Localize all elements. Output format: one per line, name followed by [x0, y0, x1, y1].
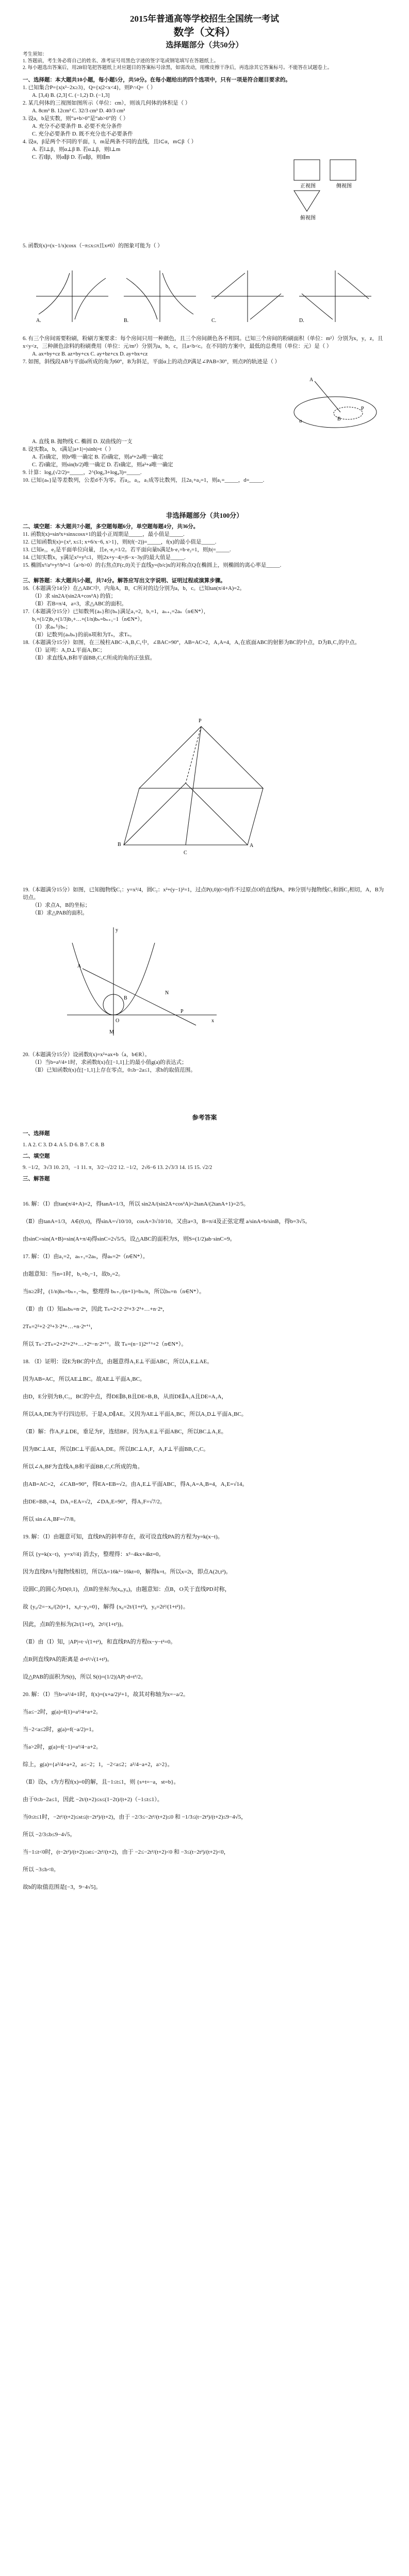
solution-20: 当a≤−2时，g(a)=f(1)=a²/4+a+2。: [23, 1709, 102, 1715]
solution-18: 所以∠A₁BF为直线A₁B和平面BB₁C₁C所成的角。: [23, 1464, 143, 1470]
question-17-cond: b₁+(1/2)b₂+(1/3)b₃+…+(1/n)bₙ=bₙ₊₁−1（n∈N*）。: [32, 617, 146, 622]
solution-17: 由题意知：当n=1时，b₁=b₂−1，故b₂=2。: [23, 1271, 124, 1277]
svg-text:A: A: [309, 377, 314, 383]
top-view-shape: [294, 191, 320, 211]
solution-18: 因为BC⊥AE，所以BC⊥平面AA₁DE。所以BC⊥A₁F，A₁F⊥平面BB₁C₁C。: [23, 1446, 209, 1452]
svg-text:C: C: [184, 850, 187, 856]
section-heading: 二、填空题：本大题共7小题，多空题每题6分，单空题每题4分，共36分。: [23, 524, 199, 530]
solution-20: 20. 解：（Ⅰ）当b=a²/4+1时，f(x)=(x+a/2)²+1，故其对称轴为x=−a/2。: [23, 1691, 189, 1698]
section-solve-cont: [23, 886, 386, 917]
solution-16: 由sinC=sin(A+B)=sin(A+π/4)得sinC=2√5/5。设△ABC的面积为S，则S=(1/2)ab·sinC=9。: [23, 1236, 236, 1242]
solution-19: 故 {y₀/2=−x₀/(2t)+1，x₀t−y₀=0}，解得 {x₀=2t/(1+t²)，y₀=2t²/(1+t²)}。: [23, 1604, 189, 1610]
svg-text:A: A: [250, 843, 254, 849]
graph-option-d: [299, 270, 371, 324]
solution-17: （Ⅱ）由（Ⅰ）知aₙbₙ=n·2ⁿ，因此 Tₙ=2+2·2²+3·2³+…+n·2ⁿ，: [23, 1306, 168, 1312]
graph-option-b: [124, 270, 196, 324]
solution-20: 故b的取值范围是[−3，9−4√5]。: [23, 1884, 102, 1890]
question-12: 12. 已知函数f(x)={x², x≤1; x+6/x−6, x>1}，则f(f(−2))=_____，f(x)的最小值是_____.: [23, 539, 217, 545]
solution-16: 16. 解：（Ⅰ）由tan(π/4+A)=2，得tanA=1/3，所以 sin2A/(sin2A+cos²A)=2tanA/(2tanA+1)=2/5。: [23, 1201, 249, 1207]
solution-19: （Ⅱ）由（Ⅰ）知，|AP|=t·√(1+t²)，和直线PA的方程tx−y−t²=0。: [23, 1639, 176, 1645]
question-19: 19.（本题满分15分）如图，已知抛物线C₁：y=x²/4，圆C₂：x²+(y−1)²=1，过点P(t,0)(t>0)作不过原点O的直线PA，PB分别与抛物线C₁和圆C₂相切，A，B为切点。: [23, 887, 384, 901]
svg-text:A.: A.: [36, 318, 41, 324]
solution-17: 当n≥2时，(1/n)bₙ=bₙ₊₁−bₙ，整理得 bₙ₊₁/(n+1)=bₙ/n，所以bₙ=n（n∈N*）。: [23, 1289, 205, 1295]
parabola-figure: [62, 922, 227, 1041]
question-3: 3. 设a，b是实数，则“a+b>0”是“ab>0”的（ ）: [23, 116, 129, 122]
question-17-part1: （Ⅰ）求aₙ与bₙ；: [32, 624, 71, 630]
answers-block: [23, 1128, 386, 1185]
solution-18: 由AB=AC=2，∠CAB=90°，得EA=EB=√2。由A₁E⊥平面ABC，得A₁A=A₁B=4，A₁E=√14。: [23, 1481, 248, 1487]
solution-17: 所以 Tₙ−2Tₙ=2+2²+2³+…+2ⁿ−n·2ⁿ⁺¹。故 Tₙ=(n−1)2ⁿ⁺¹+2（n∈N*）。: [23, 1341, 187, 1347]
prism-top: [139, 726, 263, 788]
solution-16: （Ⅱ）由tanA=1/3，A∈(0,π)，得sinA=√10/10，cosA=3√10/10。又由a=3，B=π/4及正弦定理 a/sinA=b/sinB，得b=3√5。: [23, 1218, 311, 1225]
svg-text:P: P: [361, 406, 364, 412]
notice-line: 考生须知：: [23, 52, 47, 57]
question-15: 15. 椭圆x²/a²+y²/b²=1（a>b>0）的右焦点F(c,0)关于直线y=(b/c)x的对称点Q在椭圆上，则椭圆的离心率是_____.: [23, 563, 282, 568]
front-view-box: [294, 160, 320, 180]
question-4: 4. 设α，β是两个不同的平面，l，m是两条不同的直线，且l⊂α，m⊂β（ ）: [23, 139, 197, 145]
answer-solve-title: 三、解答题: [23, 1176, 50, 1182]
svg-text:x: x: [211, 1018, 214, 1024]
answer-fill-row: 9. −1/2，3√3 10. 2/3，−1 11. π，3/2−√2/2 12. −1/2，2√6−6 13. 2√3/3 14. 15 15. √2/2: [23, 1165, 212, 1171]
svg-text:P: P: [181, 1009, 184, 1014]
graph-option-a: [36, 270, 108, 324]
question-20: 20.（本题满分15分）设函数f(x)=x²+ax+b（a，b∈R）。: [23, 1052, 151, 1058]
question-13: 13. 已知e₁，e₂是平面单位向量，且e₁·e₂=1/2。若平面向量b满足b·e₁=b·e₂=1，则|b|=_____.: [23, 547, 231, 553]
svg-text:P: P: [199, 718, 202, 724]
svg-text:C.: C.: [211, 318, 217, 324]
svg-text:B.: B.: [124, 318, 129, 324]
question-17: 17.（本题满分15分）已知数列{aₙ}和{bₙ}满足a₁=2，b₁=1，aₙ₊₁=2aₙ（n∈N*），: [23, 609, 209, 615]
question-6-options: A. ax+by+cz B. az+by+cx C. ay+bz+cx D. ay+bx+cz: [32, 351, 148, 357]
solution-20: 所以 −2/3≤b≤9−4√5。: [23, 1832, 76, 1838]
section-choice-cont2: [23, 335, 386, 366]
svg-text:N: N: [165, 990, 169, 996]
question-11: 11. 函数f(x)=sin²x+sinxcosx+1的最小正周期是_____，最小值是_____.: [23, 532, 185, 537]
three-view-figure: [289, 155, 382, 227]
notice-block: [23, 52, 386, 72]
q7-figure: [289, 376, 382, 433]
section-solve-cont2: [23, 1051, 386, 1074]
solution-20: （Ⅱ）设s，t为方程f(x)=0的解，且−1≤t≤1，则 {s+t=−a，st=b}。: [23, 1779, 179, 1785]
prism-bottom: [124, 783, 248, 845]
part2-heading: 非选择题部分（共100分）: [166, 512, 243, 519]
question-16: 16.（本题满分14分）在△ABC中，内角A，B，C所对的边分别为a，b，c。已知tan(π/4+A)=2。: [23, 586, 245, 591]
solution-18: （Ⅱ）解：作A₁F⊥DE，垂足为F，连结BF。因为A₁E⊥平面ABC，所以BC⊥A₁E。: [23, 1429, 227, 1435]
solution-20: 当−2<a≤2时，g(a)=f(−a/2)=1。: [23, 1726, 97, 1733]
question-10: 10. 已知{aₙ}是等差数列，公差d不为零。若a₂，a₃，a₇成等比数列，且2a₁+a₂=1，则a₁=_____，d=_____.: [23, 478, 265, 483]
svg-text:M: M: [109, 1029, 114, 1035]
answer-fill-title: 二、填空题: [23, 1154, 50, 1159]
solution-18: 因为AB=AC，所以AE⊥BC。故AE⊥平面A₁BC。: [23, 1376, 145, 1382]
graph-option-c: [211, 270, 284, 324]
question-18-part2: （Ⅱ）求直线A₁B和平面BB₁C₁C所成的角的正弦值。: [32, 655, 156, 661]
solution-20: 综上，g(a)={a²/4+a+2，a≤−2；1，−2<a≤2；a²/4−a+2，a>2}。: [23, 1761, 173, 1768]
solution-18: 所以AA₁DE为平行四边形。于是A₁D∥AE。又因为AE⊥平面A₁BC，所以A₁D⊥平面A₁BC。: [23, 1411, 247, 1417]
solution-19: 设△PAB的面积为S(t)，所以 S(t)=(1/2)|AP|·d=t³/2。: [23, 1674, 146, 1680]
question-18-part1: （Ⅰ）证明：A₁D⊥平面A₁BC；: [32, 648, 106, 653]
notice-line: 1. 答题前，考生务必将自己的姓名、准考证号用黑色字迹的签字笔或钢笔填写在答题纸上。: [23, 59, 219, 64]
solution-20: 当0≤t≤1时，−2t²/(t+2)≤st≤(t−2t²)/(t+2)，由于 −2/3≤−2t²/(t+2)≤0 和 −1/3≤(t−2t²)/(t+2)≤9−4√5，: [23, 1814, 247, 1820]
solution-18: 由DE=BB₁=4，DA₁=EA=√2，∠DA₁E=90°，得A₁F=√7/2。: [23, 1499, 166, 1505]
solution-19: 19. 解：（Ⅰ）由题意可知，直线PA的斜率存在，故可设直线PA的方程为y=k(x−t)。: [23, 1534, 223, 1540]
question-16-part2: （Ⅱ）若B=π/4，a=3，求△ABC的面积。: [32, 601, 127, 607]
q5-graph-options: [31, 268, 382, 325]
top-view-label: 俯视图: [300, 215, 316, 221]
question-8-options: A. 若t确定，则b²唯一确定 B. 若t确定，则a²+2a唯一确定: [32, 454, 163, 460]
section-fill: [23, 523, 386, 569]
solution-20: 当−1≤t<0时，(t−2t²)/(t+2)≤st≤−2t²/(t+2)，由于 −2≤−2t²/(t+2)<0 和 −3≤(t−2t²)/(t+2)<0，: [23, 1849, 230, 1855]
question-7: 7. 如图，斜线段AB与平面α所成的角为60°，B为斜足，平面α上的动点P满足∠PAB=30°，则点P的轨迹是（ ）: [23, 359, 280, 365]
svg-text:D.: D.: [299, 318, 304, 324]
plane-alpha: [294, 397, 377, 428]
notice-line: 2. 每小题选出答案后，用2B铅笔把答题纸上对应题目的答案标号涂黑，如需改动，用橡皮擦干净后，再选涂其它答案标号。不能答在试题卷上。: [23, 65, 333, 71]
solution-20: 当a>2时，g(a)=f(−1)=a²/4−a+2。: [23, 1744, 102, 1750]
solution-17: 2Tₙ=2²+2·2³+3·2⁴+…+n·2ⁿ⁺¹，: [23, 1324, 96, 1330]
solution-19: 点B到直线PA的距离是 d=t²/√(1+t²)。: [23, 1656, 113, 1663]
question-17-part2: （Ⅱ）记数列{aₙbₙ}的前n项和为Tₙ，求Tₙ。: [32, 632, 135, 638]
section-heading: 一、选择题：本大题共10小题，每小题5分，共50分。在每小题给出的四个选项中，只有一项是符合题目要求的。: [23, 77, 291, 83]
question-19-part1: （Ⅰ）求点A，B的坐标；: [32, 903, 91, 908]
question-14: 14. 已知实数x，y满足x²+y²≤1，则|2x+y−4|+|6−x−3y|的最大值是_____.: [23, 555, 186, 561]
solution-18: 由D，E分别为B₁C₁，BC的中点，得DE∥B₁B且DE=B₁B，从而DE∥A₁A且DE=A₁A，: [23, 1394, 227, 1400]
svg-text:B: B: [118, 842, 121, 848]
section-heading: 三、解答题：本大题共5小题，共74分。解答应写出文字说明、证明过程或演算步骤。: [23, 578, 226, 584]
question-4-options: A. 若l⊥β，则α⊥β B. 若α⊥β，则l⊥m: [32, 147, 121, 152]
solution-18: 18. （Ⅰ）证明：设E为BC的中点，由题意得A₁E⊥平面ABC，所以A₁E⊥AE。: [23, 1359, 213, 1365]
solution-19: 设圆C₂的圆心为D(0,1)，点B的坐标为(x₀,y₀)，由题意知：点B，O关于直线PD对称，: [23, 1586, 231, 1592]
solution-20: 由于0≤b−2a≤1，因此 −2t/(t+2)≤s≤(1−2t)/(t+2)（−1≤t≤1）。: [23, 1797, 163, 1803]
part1-heading: 选择题部分（共50分）: [166, 41, 243, 49]
question-3-options: C. 充分必要条件 D. 既不充分也不必要条件: [32, 131, 133, 137]
svg-text:A: A: [77, 963, 81, 969]
question-4-options: C. 若l∥β，则α∥β D. 若α∥β，则l∥m: [32, 155, 110, 160]
section-choice-cont3: [23, 438, 386, 484]
side-view-label: 侧视图: [336, 183, 352, 189]
question-6: 6. 有三个房间需要粉刷，粉刷方案要求：每个房间只用一种颜色，且三个房间颜色各不相同。已知三个房间的粉刷面积（单位：m²）分别为x，y，z，且x<y<z，三种颜色涂料的粉刷费用（单位：元/m²）分别为a，b，c，且a<b<c。在不同的方案中，最低的总费用（单位：元）是（ ）: [23, 336, 383, 349]
question-18: 18.（本题满分15分）如图，在三棱柱ABC−A₁B₁C₁中，∠BAC=90°，AB=AC=2，A₁A=4，A₁在底面ABC的射影为BC的中点，D为B₁C₁的中点。: [23, 640, 361, 646]
solution-19: 所以 {y=k(x−t)，y=x²/4} 消去y，整理得：x²−4kx+4kt=0。: [23, 1551, 165, 1557]
question-1-options: A. [3,4) B. (2,3] C. (−1,2) D. (−1,3]: [32, 93, 110, 98]
question-20-part2: （Ⅱ）已知函数f(x)在[−1,1]上存在零点，0≤b−2a≤1，求b的取值范围。: [32, 1067, 196, 1073]
svg-text:α: α: [299, 418, 302, 424]
answer-mc-title: 一、选择题: [23, 1131, 50, 1137]
question-2-options: A. 8cm³ B. 12cm³ C. 32/3 cm³ D. 40/3 cm³: [32, 108, 125, 114]
tangent-line: [83, 969, 196, 1025]
solution-19: 因此，点B的坐标为(2t/(1+t²)，2t²/(1+t²))。: [23, 1621, 127, 1628]
question-3-options: A. 充分不必要条件 B. 必要不充分条件: [32, 124, 122, 129]
question-8: 8. 设实数a，b，t满足|a+1|=|sinb|=t（ ）: [23, 447, 114, 452]
question-5: 5. 函数f(x)=(x−1/x)cosx（−π≤x≤π且x≠0）的图象可能为（ ）: [23, 243, 163, 249]
question-7-options: A. 直线 B. 抛物线 C. 椭圆 D. 双曲线的一支: [32, 439, 133, 445]
solution-19: 因为直线PA与抛物线相切，所以Δ=16k²−16kt=0，解得k=t。所以x=2t，即点A(2t,t²)。: [23, 1569, 232, 1575]
question-1: 1. 已知集合P={x|x²−2x≥3}，Q={x|2<x<4}，则P∩Q=（ ）: [23, 85, 156, 91]
svg-text:y: y: [116, 927, 118, 933]
front-view-label: 正视图: [300, 183, 316, 189]
answers-heading: 参考答案: [192, 1114, 217, 1121]
question-8-options: C. 若t确定，则sin(b/2)唯一确定 D. 若t确定，则a²+a唯一确定: [32, 462, 173, 468]
side-view-box: [330, 160, 356, 180]
question-2: 2. 某几何体的三视图如图所示（单位：cm），则该几何体的体积是（ ）: [23, 100, 191, 106]
section-choice-cont: [23, 242, 386, 250]
question-16-part1: （Ⅰ）求 sin2A/(sin2A+cos²A) 的值；: [32, 594, 117, 599]
question-9: 9. 计算：log₂(√2/2)=_____，2^(log₂3+log₄3)=_____.: [23, 470, 142, 476]
svg-text:B: B: [124, 995, 127, 1001]
svg-text:B: B: [337, 416, 341, 422]
question-19-part2: （Ⅱ）求△PAB的面积。: [32, 910, 88, 916]
section-choice: [23, 76, 386, 161]
solution-17: 17. 解：（Ⅰ）由a₁=2，aₙ₊₁=2aₙ，得aₙ=2ⁿ（n∈N*）。: [23, 1253, 149, 1260]
solution-18: 所以 sin∠A₁BF=√7/8。: [23, 1516, 79, 1522]
exam-title: 2015年普通高等学校招生全国统一考试: [130, 14, 279, 24]
svg-text:O: O: [116, 1018, 120, 1024]
section-solve: [23, 577, 386, 662]
solution-20: 所以 −3≤b<0。: [23, 1867, 59, 1873]
answer-mc-row: 1. A 2. C 3. D 4. A 5. D 6. B 7. C 8. B: [23, 1142, 105, 1148]
question-20-part1: （Ⅰ）当b=a²/4+1时，求函数f(x)在[−1,1]上的最小值g(a)的表达式；: [32, 1060, 187, 1065]
prism-figure: [93, 716, 309, 871]
exam-subject: 数学（文科）: [173, 27, 236, 38]
solutions-block: [23, 1195, 386, 1896]
